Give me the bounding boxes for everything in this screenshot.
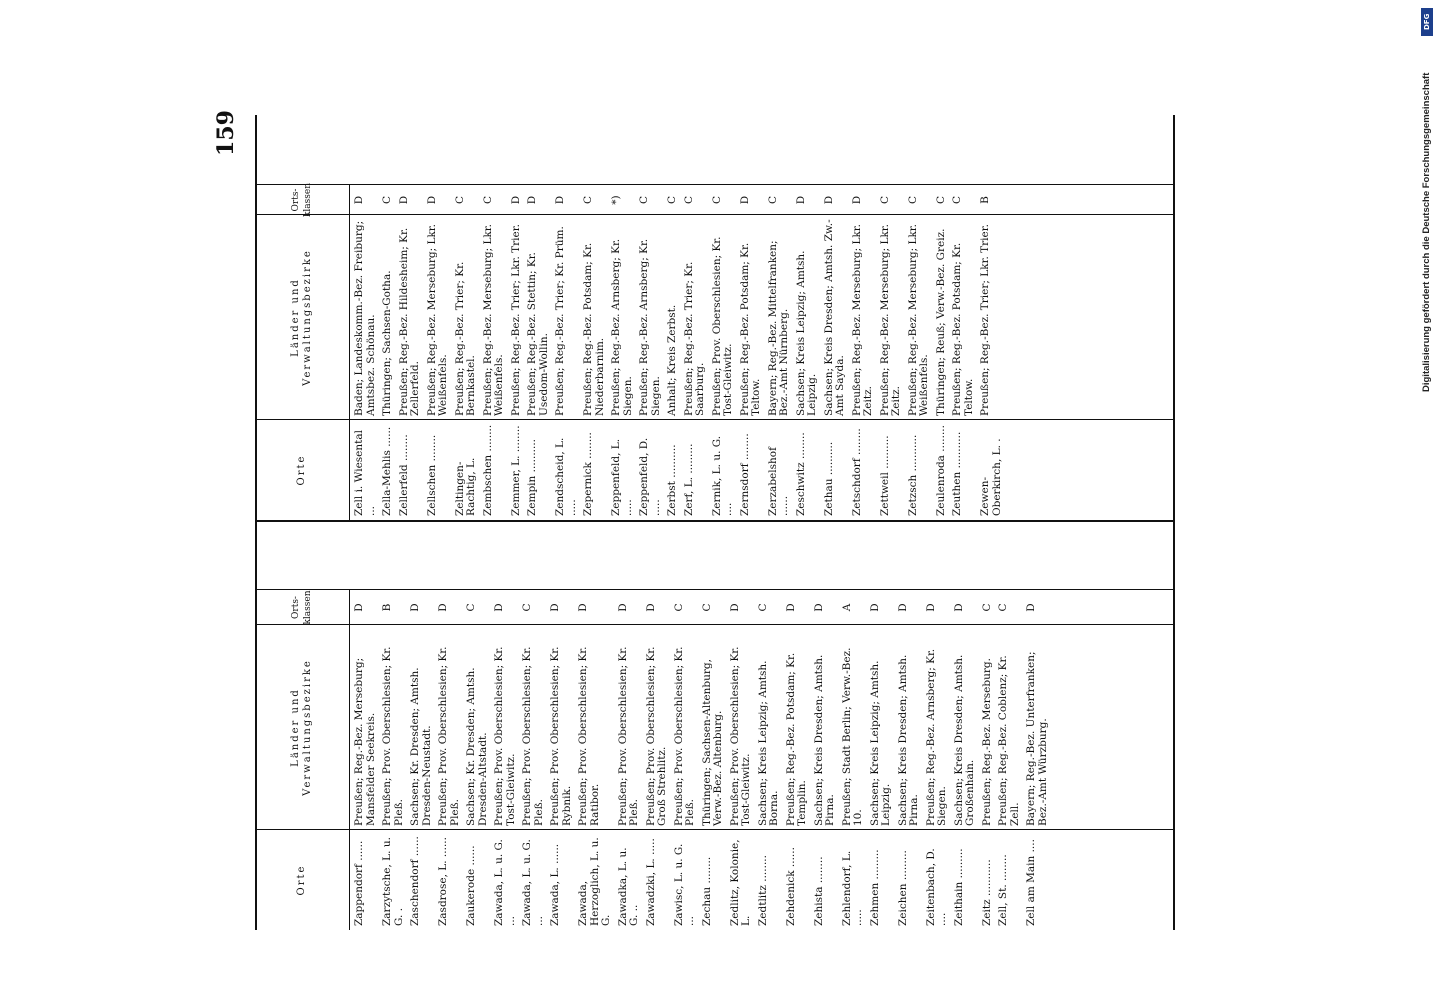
table-row: [407, 522, 435, 930]
table-row: [615, 522, 643, 930]
place-name: Zellerfeld ........: [397, 434, 410, 516]
place-name: Zawada, L. ......: [549, 843, 561, 926]
locality-class: B: [381, 603, 393, 612]
table-row: [905, 115, 933, 520]
table-row: [643, 522, 671, 930]
place-name: Zemmer, L. ........: [509, 425, 522, 516]
locality-class: D: [896, 603, 909, 612]
table-row: [979, 522, 996, 930]
locality-class: C: [481, 195, 494, 205]
table-row: [783, 522, 811, 930]
admin-district: Anhalt; Kreis Zerbst.: [666, 304, 678, 416]
locality-class: C: [980, 603, 993, 612]
locality-class: D: [493, 603, 505, 612]
table-row: [480, 115, 508, 520]
admin-district: Preußen; Prov. Oberschlesien; Kr. Rybnik.: [549, 646, 573, 826]
place-name: Zeschwitz ........: [794, 432, 807, 516]
place-name: Zappendorf ......: [353, 840, 365, 926]
table-row: [895, 522, 923, 930]
header-class: Orts- klassen: [255, 185, 350, 215]
admin-district: Preußen; Reg.-Bez. Merseburg; Mansfelder Seekreis.: [353, 657, 377, 826]
place-name: Zehmen .........: [868, 849, 881, 926]
admin-district: Preußen; Reg.-Bez. Merseburg; Lkr. Weißenfels.: [425, 223, 449, 416]
locality-class: D: [850, 195, 863, 205]
admin-district: Preußen; Reg.-Bez. Trier; Lkr. Trier.: [979, 224, 991, 416]
locality-class: D: [812, 603, 825, 612]
locality-class: D: [616, 603, 629, 612]
admin-district: Preußen; Reg.-Bez. Potsdam; Kr. Templin.: [784, 652, 808, 826]
locality-class: D: [437, 603, 449, 612]
admin-district: Preußen; Prov. Oberschlesien; Kr. Pleß.: [672, 646, 696, 826]
locality-class: D: [924, 603, 937, 612]
locality-class: C: [700, 603, 713, 612]
place-name: Zechau ........: [700, 856, 713, 926]
place-name: Zepernick ........: [582, 432, 594, 516]
admin-district: Sachsen; Kreis Dresden; Amtsh. Großenhain.: [952, 654, 976, 826]
table-row: [681, 115, 709, 520]
admin-district: Preußen; Reg.-Bez. Stettin; Kr. Usedom-Wollin.: [526, 252, 550, 416]
rotated-page: [213, 110, 1175, 930]
table-row: [951, 522, 979, 930]
locality-class: *): [610, 195, 622, 205]
table-row: [580, 115, 608, 520]
admin-district: Preußen; Stadt Berlin; Verw.-Bez. 10.: [840, 647, 864, 826]
place-name: Zellschen ........: [425, 434, 438, 516]
table-row: [424, 115, 452, 520]
admin-district: Sachsen; Kreis Leipzig; Amtsh. Leipzig.: [794, 250, 818, 416]
locality-class: D: [1025, 603, 1037, 612]
locality-class: C: [521, 603, 533, 612]
place-name: Zeichen .........: [896, 850, 909, 926]
admin-district: Preußen; Prov. Oberschlesien; Kr. Ratibor.: [577, 646, 601, 826]
table-row: [765, 115, 793, 520]
dfg-logo: DFG: [1421, 8, 1433, 36]
table-row: [727, 522, 755, 930]
place-name: Zawada, Herzoglich, L. u. G.: [577, 837, 612, 926]
place-name: Zeulenroda ........: [934, 425, 947, 516]
place-name: Zeuthen ...........: [951, 431, 963, 516]
admin-district: Preußen; Reg.-Bez. Coblenz; Kr. Zell.: [997, 655, 1021, 826]
place-name: Zeitenbach, D. ....: [924, 848, 948, 926]
place-name: Zedtlitz ........: [756, 855, 769, 926]
place-name: Zewen-Oberkirch, L. .: [979, 438, 1003, 516]
admin-district: Thüringen; Sachsen-Gotha.: [381, 270, 393, 416]
table-row: [877, 115, 905, 520]
locality-class: D: [868, 603, 881, 612]
admin-district: Preußen; Reg.-Bez. Arnsberg; Kr. Siegen.: [610, 238, 634, 416]
table-row: [699, 522, 727, 930]
table-row: [737, 115, 765, 520]
admin-district: Preußen; Reg.-Bez. Merseburg; Lkr. Zeitz.: [850, 223, 874, 416]
locality-class: D: [728, 603, 741, 612]
admin-district: Sachsen; Kr. Dresden; Amtsh. Dresden-Altstadt.: [465, 667, 489, 826]
place-name: Zedlitz, Kolonie, L.: [728, 839, 752, 926]
place-name: Zasdrose, L. ......: [437, 837, 449, 926]
table-row: [435, 522, 463, 930]
place-name: Zeppenfeld, L. .....: [610, 438, 634, 516]
place-name: Zarzytsche, L. u. G. .: [381, 837, 405, 926]
place-name: Zaukerode ......: [465, 845, 477, 926]
place-name: Zeltingen-Rachtig, L.: [453, 457, 477, 516]
admin-district: Preußen; Prov. Oberschlesien; Kr. Tost-Gleiwitz.: [728, 646, 752, 826]
place-name: Zawadka, L. u. G. ..: [616, 847, 640, 926]
locality-class: D: [526, 195, 538, 205]
admin-district: Sachsen; Kreis Dresden; Amtsh. Pirna.: [812, 654, 836, 826]
place-name: Zetzsch ...........: [906, 434, 919, 516]
table-row: [519, 522, 547, 930]
locality-class: C: [666, 195, 678, 205]
place-name: Zerf, L. .........: [682, 443, 695, 516]
table-row: [552, 115, 580, 520]
admin-district: Sachsen; Kreis Leipzig; Amtsh. Leipzig.: [868, 660, 892, 826]
place-name: Zerzabelshof ......: [766, 447, 790, 516]
locality-class: C: [906, 195, 919, 205]
place-name: Zempin ..........: [526, 438, 538, 516]
page-number: 159: [213, 110, 239, 156]
place-name: Zehista ........: [812, 856, 825, 926]
place-name: Zendscheid, L. .....: [554, 437, 578, 516]
place-name: Zawada, L. u. G. ...: [521, 839, 545, 926]
table-row: [508, 115, 525, 520]
table-row: [608, 115, 636, 520]
place-name: Zernik, L. u. G. ....: [710, 435, 734, 516]
admin-district: Preußen; Reg.-Bez. Merseburg; Lkr. Zeitz.: [878, 223, 902, 416]
table-row: [867, 522, 895, 930]
locality-class: C: [682, 195, 695, 205]
admin-district: Preußen; Reg.-Bez. Merseburg.: [980, 658, 993, 826]
place-name: Zell am Main ....: [1025, 839, 1037, 926]
place-name: Zembschen ........: [481, 424, 494, 516]
place-name: Zeitz ...........: [980, 859, 993, 926]
locality-class: D: [509, 195, 522, 205]
header-admin: Länder und Verwaltungsbezirke: [255, 625, 350, 830]
digitization-banner: [1421, 8, 1433, 392]
table-row: [839, 522, 867, 930]
table-row: [849, 115, 877, 520]
place-name: Zeppenfeld, D. .....: [638, 437, 662, 516]
admin-district: Bayern; Reg.-Bez. Mittelfranken; Bez.-Amt Nürnberg.: [766, 240, 790, 416]
locality-class: D: [353, 603, 365, 612]
place-name: Zell, St. ........: [997, 854, 1009, 926]
locality-class: C: [582, 195, 594, 205]
table-row: [547, 522, 575, 930]
admin-district: Preußen; Reg.-Bez. Potsdam; Kr. Teltow.: [951, 242, 975, 416]
place-name: Zawadzki, L. .....: [644, 838, 657, 926]
header-places: Orte: [255, 830, 350, 930]
admin-district: Thüringen; Reuß; Verw.-Bez. Greiz.: [934, 228, 947, 416]
table-row: [452, 115, 480, 520]
right-table: [255, 115, 1175, 520]
table-row: [379, 522, 407, 930]
table-row: [1023, 522, 1051, 930]
locality-class: D: [409, 603, 421, 612]
admin-district: Preußen; Prov. Oberschlesien; Kr. Pleß.: [521, 646, 545, 826]
place-name: Zawisc, L. u. G. ...: [672, 843, 696, 926]
table-row: [463, 522, 491, 930]
table-row: [793, 115, 821, 520]
locality-class: C: [997, 603, 1009, 612]
table-row: [396, 115, 424, 520]
admin-district: Preußen; Prov. Oberschlesien; Kr. Tost-Gleiwitz.: [493, 646, 517, 826]
table-row: [821, 115, 849, 520]
table-row: [491, 522, 519, 930]
header-admin: Länder und Verwaltungsbezirke: [255, 215, 350, 420]
locality-class: C: [710, 195, 723, 205]
place-name: Zaschendorf ......: [409, 836, 421, 926]
left-table: [255, 522, 1175, 930]
locality-class: A: [840, 603, 853, 612]
admin-district: Preußen; Reg.-Bez. Arnsberg; Kr. Siegen.: [924, 648, 948, 826]
table-row: [977, 115, 1005, 520]
place-name: Zetschdorf ........: [850, 428, 863, 516]
locality-class: C: [638, 195, 650, 205]
table-row: [524, 115, 552, 520]
admin-district: Sachsen; Kreis Leipzig; Amtsh. Borna.: [756, 660, 780, 826]
locality-class: D: [554, 195, 566, 205]
locality-class: D: [549, 603, 561, 612]
place-name: Zell i. Wiesental ...: [353, 430, 377, 516]
funding-note: Digitalisierung gefördert durch die Deutsche Forschungsgemeinschaft: [1421, 72, 1432, 392]
place-name: Zethau ..........: [822, 441, 835, 516]
admin-district: Thüringen; Sachsen-Altenburg, Verw.-Bez. Altenburg.: [700, 659, 724, 826]
locality-class: C: [878, 195, 891, 205]
table-row: [995, 522, 1023, 930]
admin-district: Preußen; Reg.-Bez. Trier; Kr. Prüm.: [554, 226, 566, 416]
locality-class: D: [353, 195, 365, 205]
right-rows: [351, 115, 1005, 520]
place-name: Zehlendorf, L. .....: [840, 850, 864, 926]
place-name: Zella-Mehlis ......: [381, 426, 393, 516]
locality-class: D: [397, 195, 410, 205]
admin-district: Preußen; Reg.-Bez. Potsdam; Kr. Niederbarnim.: [582, 242, 606, 416]
table-row: [709, 115, 737, 520]
admin-district: Preußen; Reg.-Bez. Trier; Kr. Bernkastel.: [453, 261, 477, 416]
admin-district: Preußen; Prov. Oberschlesien; Kr. Pleß.: [381, 646, 405, 826]
admin-district: Baden; Landeskomm.-Bez. Freiburg; Amtsbez. Schönau.: [353, 220, 377, 416]
locality-class: D: [644, 603, 657, 612]
table-row: [575, 522, 615, 930]
admin-district: Preußen; Prov. Oberschlesien; Kr. Tost-Gleiwitz.: [710, 236, 734, 416]
admin-district: Preußen; Reg.-Bez. Merseburg; Lkr. Weißenfels.: [906, 223, 930, 416]
locality-class: C: [381, 195, 393, 205]
place-name: Zernsdorf ........: [738, 433, 751, 516]
table-row: [755, 522, 783, 930]
table-row: [636, 115, 664, 520]
locality-class: C: [934, 195, 947, 205]
table-row: [664, 115, 681, 520]
locality-class: D: [425, 195, 438, 205]
admin-district: Preußen; Prov. Oberschlesien; Kr. Pleß.: [616, 646, 640, 826]
admin-district: Preußen; Reg.-Bez. Hildesheim; Kr. Zellerfeld.: [397, 227, 421, 416]
locality-class: C: [951, 195, 963, 205]
locality-class: C: [756, 603, 769, 612]
header-class: Orts- klassen: [255, 590, 350, 625]
admin-district: Preußen; Reg.-Bez. Merseburg; Lkr. Weißenfels.: [481, 223, 505, 416]
admin-district: Preußen; Prov. Oberschlesien; Kr. Groß Strehlitz.: [644, 646, 668, 826]
admin-district: Sachsen; Kreis Dresden; Amtsh. Zw.-Amt Sayda.: [822, 219, 846, 416]
locality-class: C: [465, 603, 477, 612]
admin-district: Preußen; Prov. Oberschlesien; Kr. Pleß.: [437, 646, 461, 826]
locality-class: C: [672, 603, 685, 612]
table-row: [351, 522, 379, 930]
place-name: Zawada, L. u. G. ...: [493, 839, 517, 926]
locality-class: D: [822, 195, 835, 205]
locality-class: D: [952, 603, 965, 612]
locality-class: D: [577, 603, 589, 612]
table-row: [379, 115, 396, 520]
locality-class: D: [784, 603, 797, 612]
admin-district: Sachsen; Kreis Dresden; Amtsh. Pirna.: [896, 654, 920, 826]
place-name: Zeithain .........: [952, 848, 965, 926]
table-row: [351, 115, 379, 520]
admin-district: Preußen; Reg.-Bez. Arnsberg; Kr. Siegen.: [638, 238, 662, 416]
admin-district: Preußen; Reg.-Bez. Trier; Lkr. Trier.: [509, 224, 522, 416]
locality-class: C: [766, 195, 779, 205]
locality-class: B: [979, 196, 991, 204]
place-name: Zerbst ..........: [666, 444, 678, 516]
admin-district: Preußen; Reg.-Bez. Trier; Kr. Saarburg.: [682, 261, 706, 416]
table-row: [811, 522, 839, 930]
admin-district: Sachsen; Kr. Dresden; Amtsh. Dresden-Neustadt.: [409, 667, 433, 826]
locality-class: D: [794, 195, 807, 205]
table-row: [949, 115, 977, 520]
admin-district: Preußen; Reg.-Bez. Potsdam; Kr. Teltow.: [738, 242, 762, 416]
locality-class: C: [453, 195, 466, 205]
left-rows: [351, 522, 1051, 930]
table-row: [671, 522, 699, 930]
place-name: Zettweil ..........: [878, 435, 891, 516]
header-places: Orte: [255, 420, 350, 520]
locality-class: D: [738, 195, 751, 205]
admin-district: Bayern; Reg.-Bez. Unterfranken; Bez.-Amt Würzburg.: [1025, 651, 1049, 826]
place-name: Zehdenick ......: [784, 847, 797, 926]
table-row: [923, 522, 951, 930]
table-row: [933, 115, 950, 520]
